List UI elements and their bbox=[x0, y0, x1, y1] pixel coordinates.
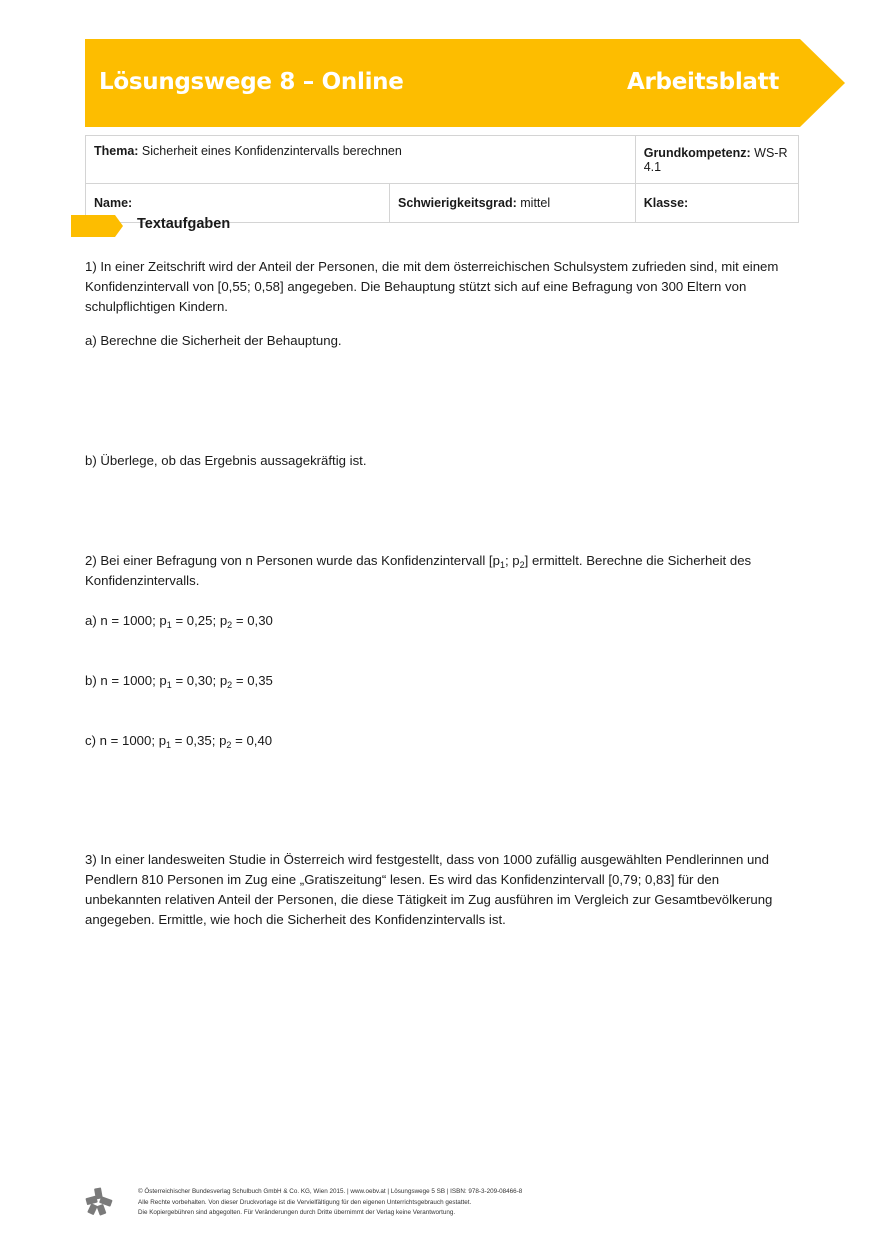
task1-part-b: b) Überlege, ob das Ergebnis aussagekräftig ist. bbox=[85, 453, 367, 468]
thema-cell bbox=[86, 136, 636, 184]
document-type: Arbeitsblatt bbox=[627, 69, 780, 95]
name-label: Name: bbox=[94, 196, 133, 210]
schwierigkeit-label: Schwierigkeitsgrad: bbox=[398, 196, 517, 210]
banner-title: Lösungswege 8 – Online bbox=[99, 69, 404, 95]
grundkompetenz-cell bbox=[635, 136, 798, 184]
publisher-logo-icon bbox=[84, 1186, 114, 1216]
task1-intro: 1) In einer Zeitschrift wird der Anteil der Personen, die mit dem österreichischen Schulsystem zufrieden sind, mit einem Konfidenzintervall von [0,55; 0,58] angegeben. Die Behauptung stützt sich auf eine Befragung von 300 Eltern von schulpflichtigen Kindern. bbox=[85, 259, 779, 314]
task1-part-a: a) Berechne die Sicherheit der Behauptung. bbox=[85, 333, 342, 348]
grundkompetenz-value: WS-R 4.1 bbox=[643, 145, 788, 174]
task2-intro: 2) Bei einer Befragung von n Personen wurde das Konfidenzintervall [$p_1$; $p_2$] ermittelt. Berechne die Sicherheit des Konfidenzintervalls. bbox=[85, 553, 752, 588]
schwierigkeit-value: mittel bbox=[516, 196, 551, 210]
task2-part-b: b) n = 1000; $p_1 = 0,30$; $p_2 = 0,35$ bbox=[85, 673, 273, 690]
klasse-cell bbox=[635, 184, 798, 223]
info-table bbox=[85, 135, 799, 223]
footer-line-3: Die Kopiergebühren sind abgegolten. Für Veränderungen durch Dritte übernimmt der Verlag keine Verantwortung. bbox=[138, 1209, 456, 1216]
grundkompetenz-label: Grundkompetenz: bbox=[643, 145, 751, 160]
klasse-label: Klasse: bbox=[643, 196, 689, 210]
footer-copyright bbox=[138, 1187, 522, 1219]
thema-value: Sicherheit eines Konfidenzintervalls berechnen bbox=[138, 144, 402, 158]
section-title: Textaufgaben bbox=[137, 216, 231, 232]
footer-line-1: © Österreichischer Bundesverlag Schulbuch GmbH & Co. KG, Wien 2015. | www.oebv.at | Lösungswege 5 SB | ISBN: 978-3-209-08466-8 bbox=[138, 1188, 523, 1195]
header-banner bbox=[85, 39, 845, 127]
section-arrow-icon bbox=[71, 215, 123, 237]
task3-text: 3) In einer landesweiten Studie in Österreich wird festgestellt, dass von 1000 zufällig ausgewählten Pendlerinnen und Pendlern 810 Personen im Zug eine „Gratiszeitung“ lesen. Es wird das Konfidenzintervall [0,79; 0,83] für den unbekannten relativen Anteil der Personen, die diese Tätigkeit im Zug ausführen im Vergleich zur Gesamtbevölkerung angegeben. Ermittle, wie hoch die Sicherheit des Konfidenzintervalls ist. bbox=[85, 852, 773, 927]
task2-part-a: a) n = 1000; $p_1 = 0,25$; $p_2 = 0,30$ bbox=[85, 613, 273, 630]
thema-label: Thema: bbox=[94, 144, 139, 158]
schwierigkeit-cell bbox=[390, 184, 636, 223]
footer-line-2: Alle Rechte vorbehalten. Von dieser Druckvorlage ist die Vervielfältigung für den eigenen Unterrichtsgebrauch gestattet. bbox=[138, 1198, 472, 1206]
task2-part-c: c) n = 1000; $p_1 = 0,35$; $p_2 = 0,40$ bbox=[85, 733, 273, 750]
name-cell bbox=[86, 184, 390, 223]
